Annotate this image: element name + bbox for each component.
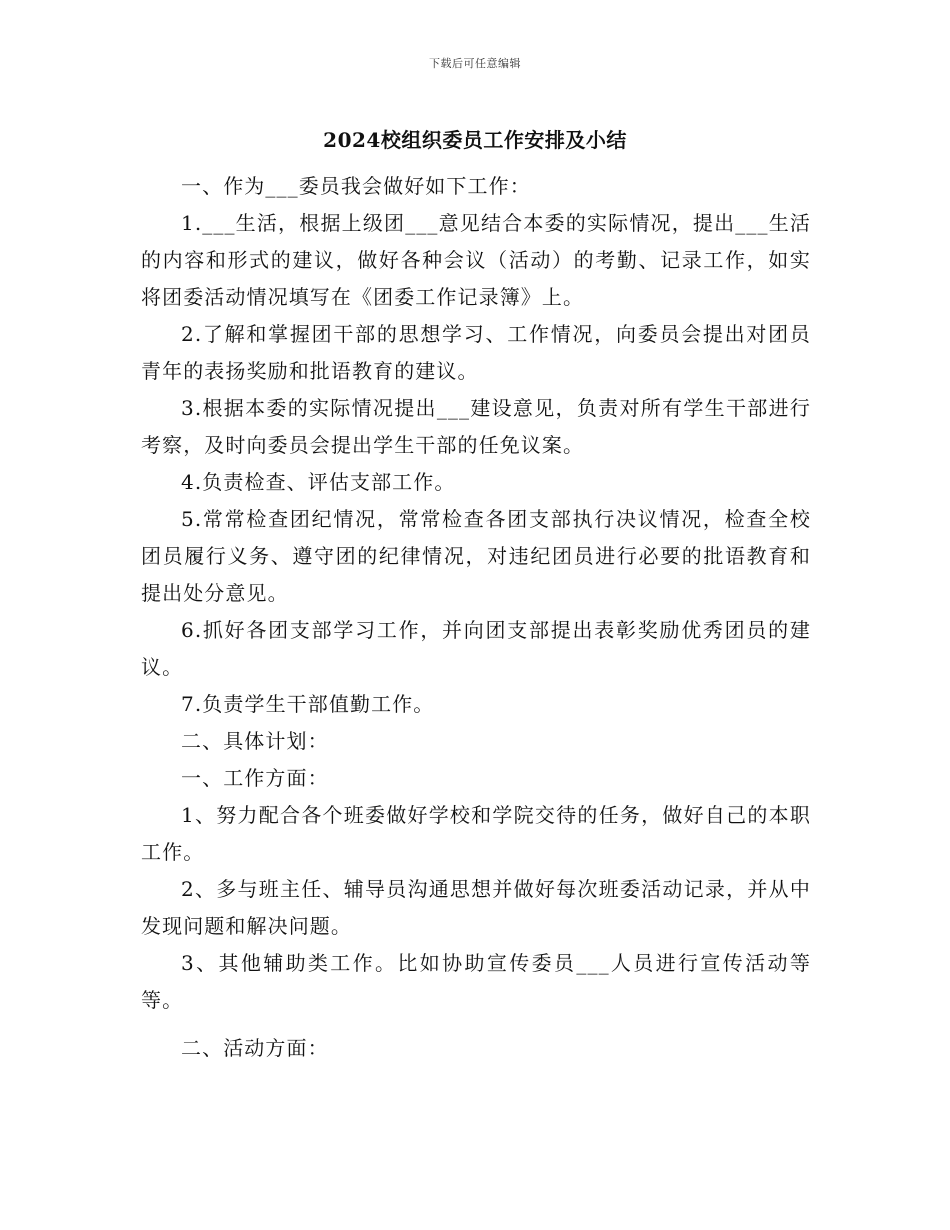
paragraph-work-item-3: 3、其他辅助类工作。比如协助宣传委员___人员进行宣传活动等等。 [141,951,811,1012]
document-body [141,168,811,1067]
paragraph-work-item-1: 1、努力配合各个班委做好学校和学院交待的任务，做好自己的本职工作。 [141,803,811,864]
paragraph-item-6: 6.抓好各团支部学习工作，并向团支部提出表彰奖励优秀团员的建议。 [141,618,811,679]
paragraph-activity-heading: 二、活动方面： [181,1036,329,1060]
paragraph-item-1: 1.___生活，根据上级团___意见结合本委的实际情况，提出___生活的内容和形式的建议，做好各种会议（活动）的考勤、记录工作，如实将团委活动情况填写在《团委工作记录簿》上。 [141,211,811,309]
paragraph-work-item-2: 2、多与班主任、辅导员沟通思想并做好每次班委活动记录，并从中发现问题和解决问题。 [141,877,811,938]
paragraph-section-two-heading: 二、具体计划： [181,729,329,753]
header-note: 下载后可任意编辑 [429,57,521,70]
paragraph-work-heading: 一、工作方面： [181,766,329,790]
paragraph-item-7: 7.负责学生干部值勤工作。 [181,692,435,716]
paragraph-item-5: 5.常常检查团纪情况，常常检查各团支部执行决议情况，检查全校团员履行义务、遵守团的纪律情况，对违纪团员进行必要的批语教育和提出处分意见。 [141,507,811,605]
paragraph-item-4: 4.负责检查、评估支部工作。 [181,470,456,494]
paragraph-item-2: 2.了解和掌握团干部的思想学习、工作情况，向委员会提出对团员青年的表扬奖励和批语教育的建议。 [141,322,811,383]
paragraph-section-one-heading: 一、作为___委员我会做好如下工作： [181,174,531,198]
paragraph-item-3: 3.根据本委的实际情况提出___建设意见，负责对所有学生干部进行考察，及时向委员会提出学生干部的任免议案。 [141,396,811,457]
document-title: 2024校组织委员工作安排及小结 [323,128,627,152]
